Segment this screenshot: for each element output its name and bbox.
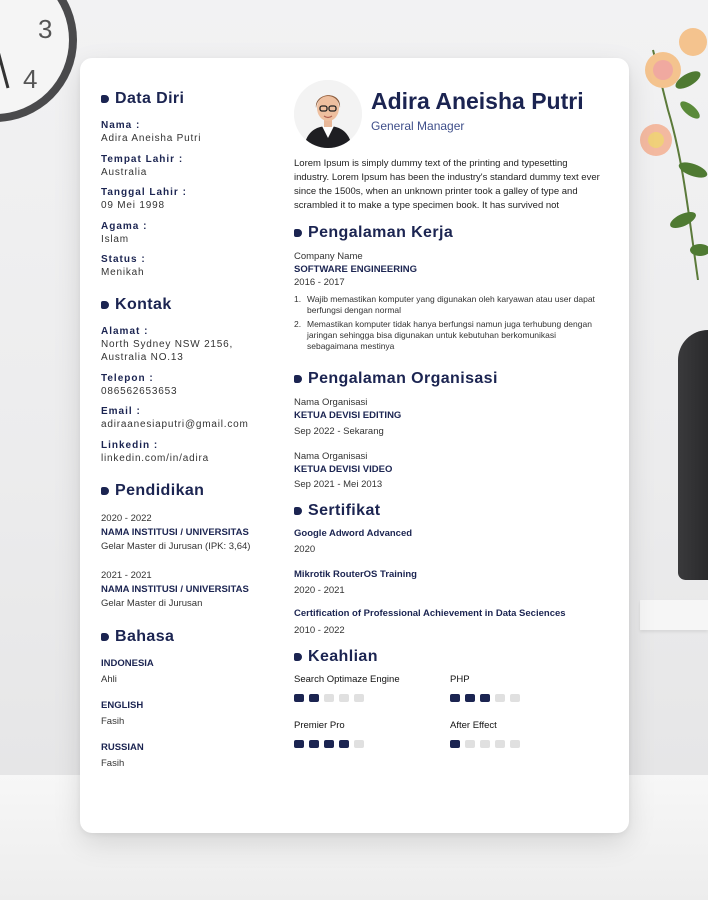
section-bullet-icon bbox=[294, 653, 302, 661]
section-title-text: Pengalaman Kerja bbox=[308, 224, 454, 241]
field-value: North Sydney NSW 2156, Australia NO.13 bbox=[101, 339, 234, 363]
skill-rating bbox=[294, 694, 364, 702]
skill-dot-empty bbox=[510, 694, 520, 702]
organization-name: Nama Organisasi bbox=[294, 451, 368, 462]
field-value: 09 Mei 1998 bbox=[101, 200, 165, 211]
language-level: Ahli bbox=[101, 674, 117, 685]
organization-period: Sep 2022 - Sekarang bbox=[294, 426, 384, 437]
section-bullet-icon bbox=[294, 229, 302, 237]
duty-text: Memastikan komputer tidak hanya berfungsi namun juga terhubung dengan jaringan sehingga bisa digunakan untuk kebutuhan berkomunikasi sebagaimana mestinya bbox=[307, 319, 592, 351]
duty-text: Wajib memastikan komputer yang digunakan oleh karyawan atau user dapat berfungsi dengan normal bbox=[307, 294, 595, 315]
field-value: Islam bbox=[101, 234, 129, 245]
organization-role: KETUA DEVISI VIDEO bbox=[294, 464, 393, 475]
skill-dot-empty bbox=[354, 740, 364, 748]
list-number: 1. bbox=[294, 294, 302, 304]
skill-name: After Effect bbox=[450, 720, 497, 731]
field-value: Adira Aneisha Putri bbox=[101, 133, 202, 144]
field-label: Linkedin : bbox=[101, 440, 159, 451]
section-bullet-icon bbox=[294, 507, 302, 515]
language-level: Fasih bbox=[101, 716, 125, 727]
skill-dot-filled bbox=[450, 740, 460, 748]
section-title-bahasa bbox=[101, 628, 174, 646]
section-bullet-icon bbox=[294, 375, 302, 383]
skill-dot-empty bbox=[339, 694, 349, 702]
section-bullet-icon bbox=[101, 95, 109, 103]
certificate-name: Google Adword Advanced bbox=[294, 528, 413, 539]
section-title-text: Pengalaman Organisasi bbox=[308, 370, 498, 387]
education-years: 2020 - 2022 bbox=[101, 513, 152, 524]
organization-role: KETUA DEVISI EDITING bbox=[294, 410, 402, 421]
profile-summary: Lorem Ipsum is simply dummy text of the printing and typesetting industry. Lorem Ipsum has been the industry's standard dummy text ever since the 1500s, when an unknown printer took a galley of type and scrambled it to make a type specimen book. It has survived not bbox=[294, 158, 600, 211]
section-title-sertifikat bbox=[294, 502, 380, 520]
section-title-text: Keahlian bbox=[308, 648, 378, 665]
section-title-text: Data Diri bbox=[115, 90, 185, 107]
flower-plant-icon bbox=[628, 10, 708, 280]
profile-photo bbox=[294, 80, 362, 148]
field-value: adiraanesiaputri@gmail.com bbox=[101, 419, 249, 430]
skill-dot-empty bbox=[510, 740, 520, 748]
candidate-role: General Manager bbox=[371, 119, 465, 133]
section-title-data-diri bbox=[101, 90, 184, 108]
field-value: Menikah bbox=[101, 267, 145, 278]
section-title-text: Kontak bbox=[115, 296, 172, 313]
field-label: Tempat Lahir : bbox=[101, 154, 184, 165]
skill-dot-filled bbox=[294, 740, 304, 748]
skill-rating bbox=[294, 740, 364, 748]
education-years: 2021 - 2021 bbox=[101, 570, 152, 581]
field-value: linkedin.com/in/adira bbox=[101, 453, 209, 464]
field-label: Nama : bbox=[101, 120, 141, 131]
certificate-year: 2020 bbox=[294, 544, 316, 555]
person-avatar-icon bbox=[294, 80, 362, 148]
skill-dot-empty bbox=[354, 694, 364, 702]
vase bbox=[678, 330, 708, 580]
clock-numeral: 3 bbox=[38, 14, 53, 44]
company-name: Company Name bbox=[294, 251, 363, 262]
section-title-pengalaman-kerja bbox=[294, 224, 453, 242]
section-title-pendidikan bbox=[101, 482, 204, 500]
resume-page bbox=[80, 58, 629, 833]
skill-name: Search Optimaze Engine bbox=[294, 674, 400, 685]
certificate-year: 2020 - 2021 bbox=[294, 585, 345, 596]
education-institution: NAMA INSTITUSI / UNIVERSITAS bbox=[101, 584, 249, 595]
job-years: 2016 - 2017 bbox=[294, 277, 345, 288]
organization-name: Nama Organisasi bbox=[294, 397, 368, 408]
section-bullet-icon bbox=[101, 301, 109, 309]
skill-dot-empty bbox=[465, 740, 475, 748]
skill-dot-filled bbox=[465, 694, 475, 702]
section-title-text: Bahasa bbox=[115, 628, 175, 645]
skill-rating bbox=[450, 694, 520, 702]
skill-dot-empty bbox=[495, 740, 505, 748]
certificate-year: 2010 - 2022 bbox=[294, 625, 345, 636]
field-label: Agama : bbox=[101, 221, 148, 232]
section-title-pengalaman-organisasi bbox=[294, 370, 498, 388]
skill-dot-empty bbox=[480, 740, 490, 748]
job-duties-list bbox=[294, 294, 604, 355]
skill-rating bbox=[450, 740, 520, 748]
education-institution: NAMA INSTITUSI / UNIVERSITAS bbox=[101, 527, 249, 538]
field-label: Email : bbox=[101, 406, 141, 417]
shelf-ledge bbox=[640, 600, 708, 630]
wall-clock-icon bbox=[0, 0, 85, 160]
list-item bbox=[294, 294, 604, 316]
skill-dot-filled bbox=[324, 740, 334, 748]
field-label: Status : bbox=[101, 254, 146, 265]
skill-dot-filled bbox=[450, 694, 460, 702]
field-label: Tanggal Lahir : bbox=[101, 187, 187, 198]
language-name: ENGLISH bbox=[101, 700, 144, 711]
skill-name: PHP bbox=[450, 674, 470, 685]
section-title-keahlian bbox=[294, 648, 378, 666]
skill-dot-filled bbox=[309, 740, 319, 748]
skill-dot-filled bbox=[480, 694, 490, 702]
list-number: 2. bbox=[294, 319, 302, 329]
section-bullet-icon bbox=[101, 633, 109, 641]
section-bullet-icon bbox=[101, 487, 109, 495]
skill-dot-filled bbox=[309, 694, 319, 702]
list-item bbox=[294, 319, 604, 352]
skill-dot-empty bbox=[324, 694, 334, 702]
language-level: Fasih bbox=[101, 758, 125, 769]
skill-dot-filled bbox=[339, 740, 349, 748]
organization-period: Sep 2021 - Mei 2013 bbox=[294, 479, 383, 490]
section-title-text: Pendidikan bbox=[115, 482, 205, 499]
job-position: SOFTWARE ENGINEERING bbox=[294, 264, 417, 275]
skill-dot-filled bbox=[294, 694, 304, 702]
field-value: Australia bbox=[101, 167, 148, 178]
language-name: INDONESIA bbox=[101, 658, 154, 669]
language-name: RUSSIAN bbox=[101, 742, 144, 753]
field-label: Alamat : bbox=[101, 326, 149, 337]
skill-dot-empty bbox=[495, 694, 505, 702]
certificate-name: Certification of Professional Achievement in Data Seciences bbox=[294, 608, 566, 619]
education-degree: Gelar Master di Jurusan bbox=[101, 598, 203, 609]
certificate-name: Mikrotik RouterOS Training bbox=[294, 569, 417, 580]
candidate-name: Adira Aneisha Putri bbox=[371, 88, 584, 114]
skill-name: Premier Pro bbox=[294, 720, 345, 731]
education-degree: Gelar Master di Jurusan (IPK: 3,64) bbox=[101, 541, 251, 552]
section-title-kontak bbox=[101, 296, 172, 314]
field-label: Telepon : bbox=[101, 373, 154, 384]
field-value: 086562653653 bbox=[101, 386, 178, 397]
clock-numeral: 4 bbox=[23, 64, 38, 94]
section-title-text: Sertifikat bbox=[308, 502, 381, 519]
